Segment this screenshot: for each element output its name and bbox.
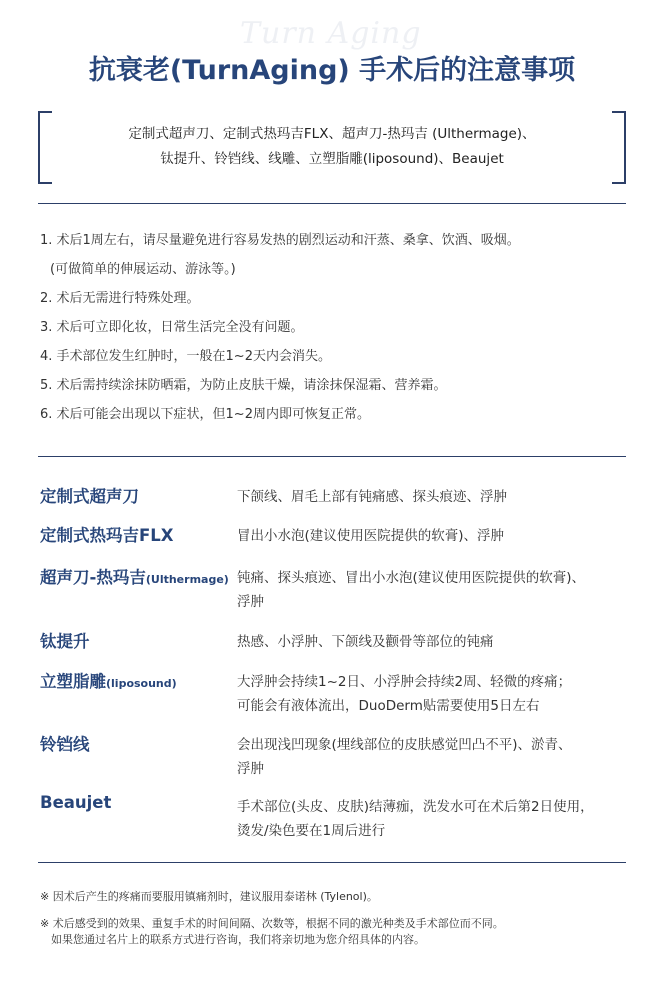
device-list-line: 钛提升、铃铛线、线雕、立塑脂雕(liposound)、Beaujet <box>160 151 504 167</box>
note-item: 4. 手术部位发生红肿时，一般在1~2天内会消失。 <box>40 349 331 364</box>
footer-note: ※ 因术后产生的疼痛而要服用镇痛剂时，建议服用泰诺林 (Tylenol)。 <box>40 890 378 903</box>
note-item: 2. 术后无需进行特殊处理。 <box>40 291 200 306</box>
divider <box>38 862 626 863</box>
procedure-name: 定制式热玛吉FLX <box>40 526 174 545</box>
footer-note: 如果您通过名片上的联系方式进行咨询，我们将亲切地为您介绍具体的内容。 <box>51 933 425 946</box>
procedure-symptoms: 会出现浅凹现象(埋线部位的皮肤感觉凹凸不平)、淤青、 浮肿 <box>237 737 572 777</box>
procedure-name: 钛提升 <box>40 632 90 651</box>
procedure-symptoms: 手术部位(头皮、皮肤)结薄痂，洗发水可在术后第2日使用， 烫发/染色要在1周后进行 <box>237 799 594 839</box>
note-item: 1. 术后1周左右，请尽量避免进行容易发热的剧烈运动和汗蒸、桑拿、饮酒、吸烟。 <box>40 233 520 248</box>
footer-note: ※ 术后感受到的效果、重复手术的时间间隔、次数等，根据不同的激光种类及手术部位而不同。 <box>40 917 504 930</box>
procedure-name: 定制式超声刀 <box>40 487 139 506</box>
left-bracket <box>38 111 52 184</box>
procedure-name: Beaujet <box>40 793 112 812</box>
note-item: 3. 术后可立即化妆，日常生活完全没有问题。 <box>40 320 304 335</box>
device-list-text <box>58 122 606 172</box>
note-item: (可做简单的伸展运动、游泳等。) <box>50 262 236 277</box>
procedure-symptoms: 大浮肿会持续1~2日、小浮肿会持续2周、轻微的疼痛； 可能会有液体流出，DuoDerm贴需要使用5日左右 <box>237 674 572 714</box>
procedure-symptoms: 钝痛、探头痕迹、冒出小水泡(建议使用医院提供的软膏)、 浮肿 <box>237 570 586 610</box>
procedure-symptoms: 热感、小浮肿、下颌线及颧骨等部位的钝痛 <box>237 634 494 650</box>
device-list-box <box>38 111 626 182</box>
note-item: 5. 术后需持续涂抹防晒霜，为防止皮肤干燥，请涂抹保湿霜、营养霜。 <box>40 378 447 393</box>
divider <box>38 456 626 457</box>
aftercare-notes <box>40 231 620 434</box>
footer-notes <box>40 889 630 948</box>
procedure-name-suffix: (Ulthermage) <box>145 573 229 586</box>
procedure-symptoms: 冒出小水泡(建议使用医院提供的软膏)、浮肿 <box>237 528 505 544</box>
procedure-symptoms: 下颌线、眉毛上部有钝痛感、探头痕迹、浮肿 <box>237 489 507 505</box>
procedure-name: 立塑脂雕(liposound) <box>40 672 177 691</box>
divider <box>38 203 626 204</box>
device-list-line: 定制式超声刀、定制式热玛吉FLX、超声刀-热玛吉 (Ulthermage)、 <box>128 126 536 142</box>
procedure-name: 铃铛线 <box>40 735 90 754</box>
page-title: 抗衰老(TurnAging) 手术后的注意事项 <box>88 55 576 86</box>
note-item: 6. 术后可能会出现以下症状，但1~2周内即可恢复正常。 <box>40 407 370 422</box>
title-watermark: Turn Aging <box>240 16 422 51</box>
right-bracket <box>612 111 626 184</box>
procedure-name: 超声刀-热玛吉(Ulthermage) <box>40 568 229 587</box>
procedure-name-suffix: (liposound) <box>106 677 177 690</box>
